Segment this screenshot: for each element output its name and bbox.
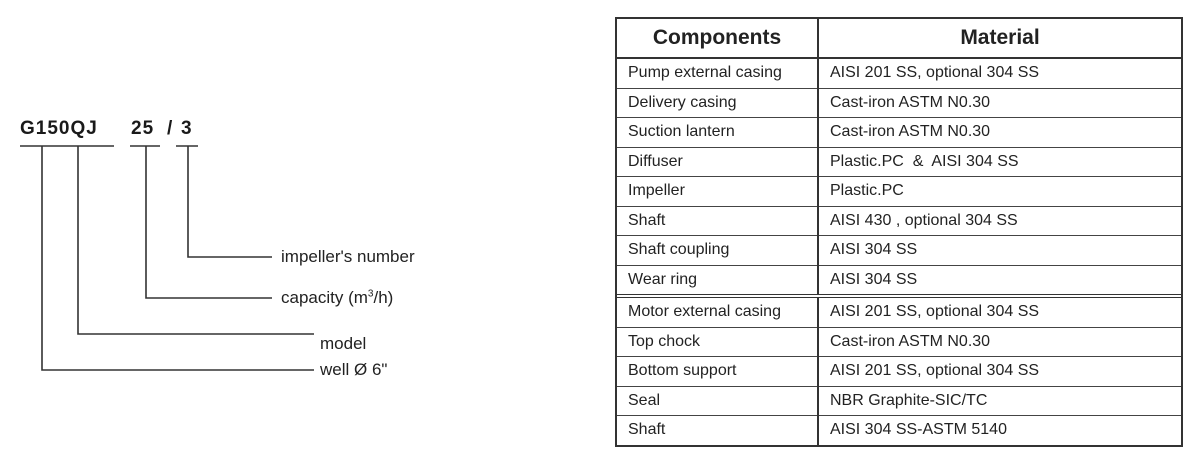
separator-slash: / xyxy=(167,118,174,139)
material-cell: Plastic.PC & AISI 304 SS xyxy=(818,147,1181,177)
table-row xyxy=(617,147,1181,177)
header-components: Components xyxy=(617,19,818,58)
material-cell: AISI 201 SS, optional 304 SS xyxy=(818,296,1181,327)
material-cell: Cast-iron ASTM N0.30 xyxy=(818,327,1181,357)
table-row xyxy=(617,118,1181,148)
material-cell: AISI 201 SS, optional 304 SS xyxy=(818,58,1181,88)
component-cell: Seal xyxy=(617,386,818,416)
table-header-row xyxy=(617,19,1181,58)
material-cell: AISI 304 SS xyxy=(818,236,1181,266)
table-row xyxy=(617,296,1181,327)
material-cell: AISI 304 SS xyxy=(818,265,1181,296)
material-cell: AISI 304 SS-ASTM 5140 xyxy=(830,421,1007,439)
component-cell: Impeller xyxy=(617,177,818,207)
table-row xyxy=(617,357,1181,387)
label-capacity: capacity $(m^3/h)$ xyxy=(281,288,394,307)
label-model: model xyxy=(320,334,367,353)
capacity-code: 25 xyxy=(131,118,155,139)
component-cell: Shaft xyxy=(617,206,818,236)
material-cell: Cast-iron ASTM N0.30 xyxy=(818,118,1181,148)
table-row xyxy=(617,327,1181,357)
label-impeller-number: impeller's number xyxy=(281,247,415,266)
component-cell: Suction lantern xyxy=(617,118,818,148)
table-row xyxy=(617,265,1181,296)
component-cell: Delivery casing xyxy=(617,88,818,118)
component-cell: Bottom support xyxy=(617,357,818,387)
model-code: G150QJ xyxy=(20,118,98,139)
materials-table xyxy=(615,17,1183,447)
material-cell: NBR Graphite-SIC/TC xyxy=(818,386,1181,416)
table-row xyxy=(617,416,1181,445)
material-cell: AISI 430 , optional 304 SS xyxy=(818,206,1181,236)
table-row xyxy=(617,58,1181,88)
material-cell: Cast-iron ASTM N0.30 xyxy=(818,88,1181,118)
material-cell: Plastic.PC xyxy=(818,177,1181,207)
impeller-count-code: 3 xyxy=(181,118,193,139)
component-cell: Pump external casing xyxy=(617,58,818,88)
component-cell: Shaft coupling xyxy=(617,236,818,266)
material-cell: AISI 201 SS, optional 304 SS xyxy=(818,357,1181,387)
table-row xyxy=(617,177,1181,207)
table-row xyxy=(617,88,1181,118)
component-cell: Motor external casing xyxy=(617,296,818,327)
component-cell: Shaft xyxy=(617,416,818,445)
header-material: Material xyxy=(818,19,1181,58)
table-row xyxy=(617,236,1181,266)
label-well: well Ø 6" xyxy=(320,360,388,379)
table-row xyxy=(617,206,1181,236)
component-cell: Top chock xyxy=(617,327,818,357)
table-row xyxy=(617,386,1181,416)
component-cell: Wear ring xyxy=(617,265,818,296)
component-cell: Diffuser xyxy=(617,147,818,177)
